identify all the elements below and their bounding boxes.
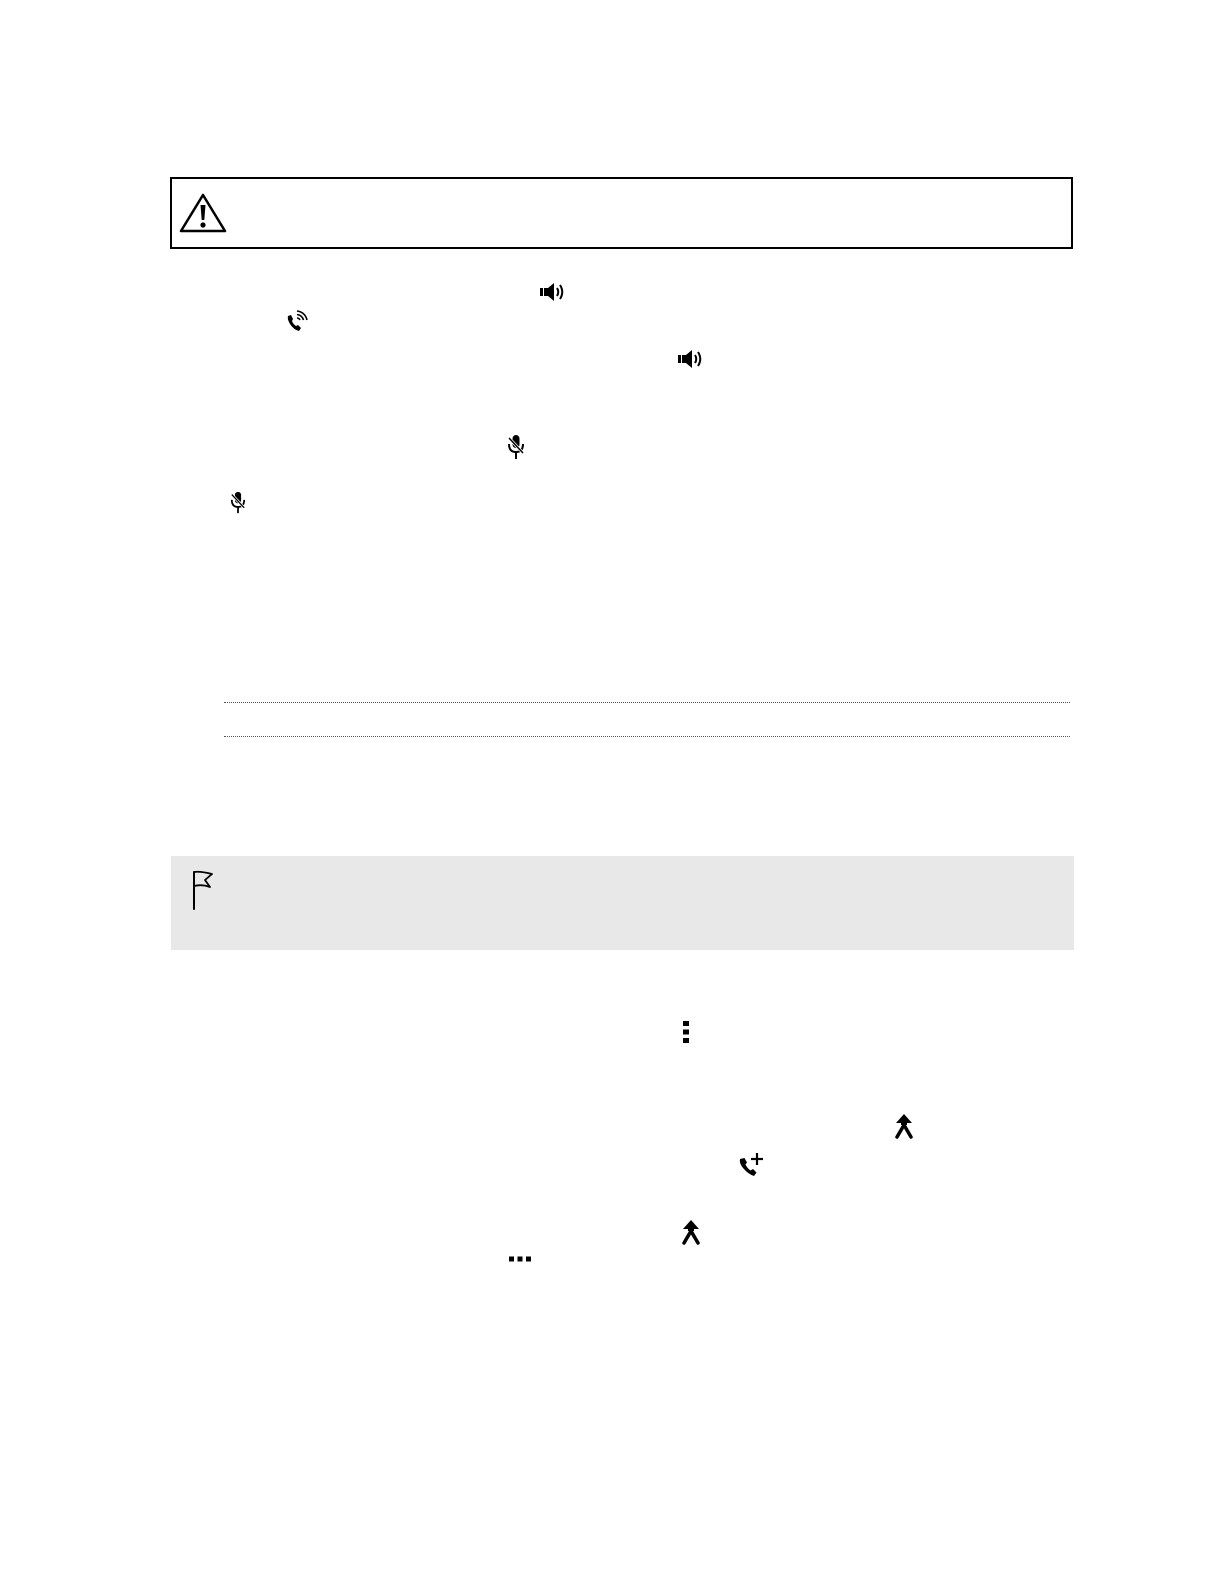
dotted-divider [224, 702, 1070, 703]
flag-icon [190, 869, 216, 911]
more-vertical-icon [681, 1020, 691, 1044]
merge-calls-icon [893, 1113, 915, 1139]
speaker-icon [677, 348, 705, 370]
speaker-icon [539, 281, 567, 303]
add-call-icon [737, 1152, 765, 1178]
warning-triangle-icon [179, 192, 227, 234]
phone-ringing-icon [284, 310, 308, 334]
more-horizontal-icon [508, 1255, 532, 1263]
merge-calls-icon [680, 1219, 702, 1245]
tip-box [171, 856, 1074, 950]
mic-mute-icon [229, 491, 247, 514]
mic-mute-icon [506, 434, 526, 460]
dotted-divider [224, 736, 1070, 737]
warning-box [170, 177, 1073, 249]
